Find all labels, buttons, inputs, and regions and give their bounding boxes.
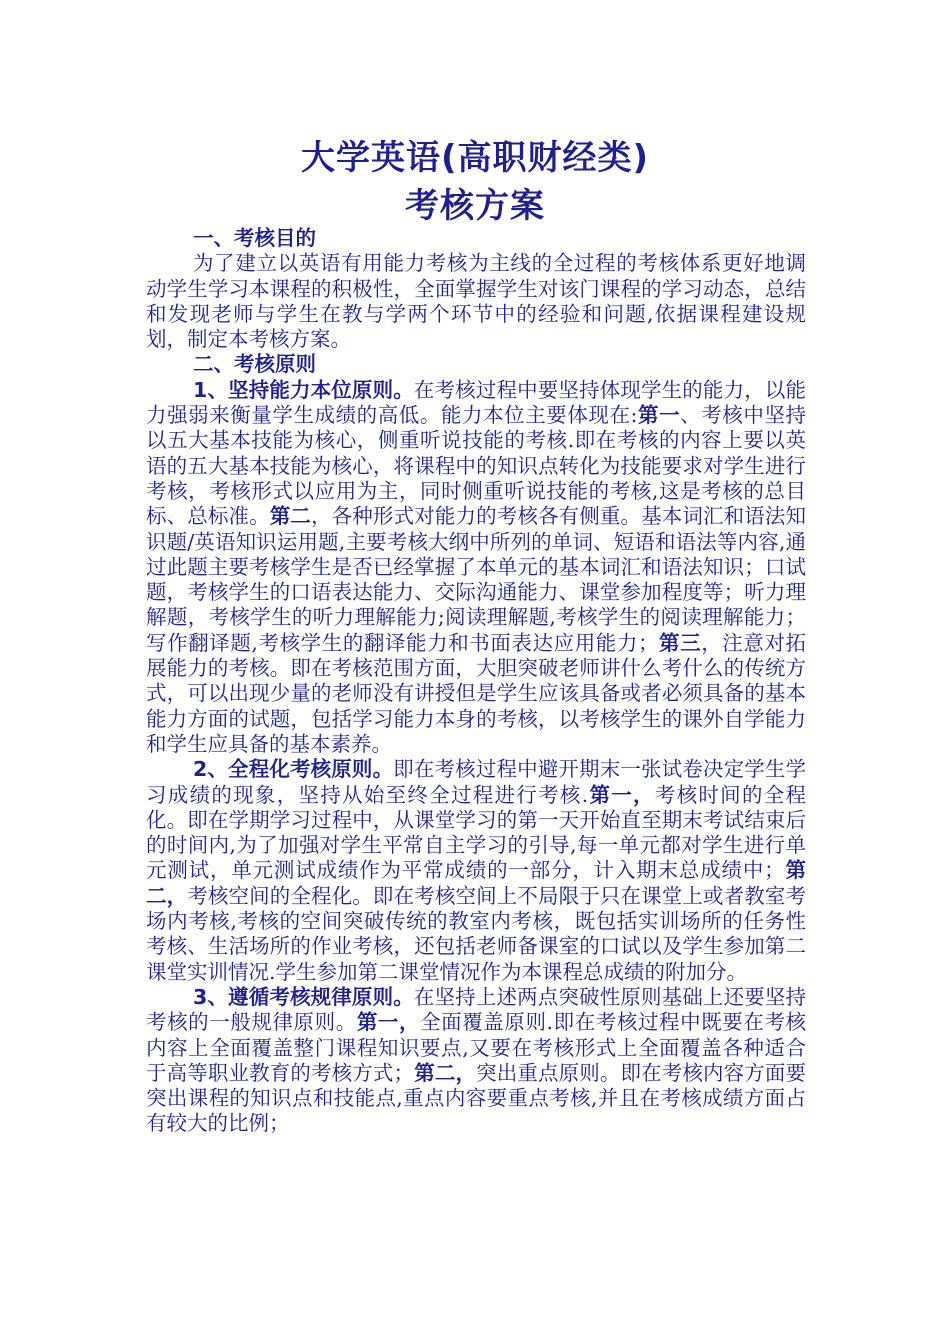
principle-2-second: 第二，	[146, 858, 807, 908]
section-heading-purpose: 一、考核目的	[193, 226, 316, 250]
principle-1-text-b: 、考核中坚持以五大基本技能为核心，侧重听说技能的考核.即在考核的内容上要以英语的五大基本技能为核心，将课程中的知识点转化为技能要求对学生进行考核，考核形式以应用为主，同时侧重听说技能的考核,这是考核的总目标、总标准。	[146, 403, 807, 529]
document-title: 大学英语(高职财经类)	[300, 138, 650, 178]
principle-1-first: 第一	[637, 403, 681, 428]
principle-2-text-a: 即在考核过程中避开期末一张试卷决定学生学习成绩的现象，坚持从始至终全过程进行考核.	[146, 757, 807, 807]
document-subtitle: 考核方案	[405, 186, 545, 226]
paragraph-principle-3	[146, 985, 806, 1137]
principle-2-lead: 2、全程化考核原则。	[193, 757, 394, 782]
principle-2-text-b: 考核时间的全程化。即在学期学习过程中，从课堂学习的第一天开始直至期末考试结束后的时间内,为了加强对学生平常自主学习的引导,每一单元都对学生进行单元测试，单元测试成绩作为平常成绩的一部分，计入期末总成绩中；	[146, 782, 807, 883]
principle-3-second: 第二，	[414, 1060, 477, 1085]
paragraph-principle-2	[146, 757, 806, 985]
principle-1-lead: 1、坚持能力本位原则。	[193, 377, 414, 402]
principle-2-first: 第一，	[588, 782, 655, 807]
principle-1-text-a: 在考核过程中要坚持体现学生的能力，以能力强弱来衡量学生成绩的高低。能力本位主要体现在:	[146, 377, 807, 428]
document-body	[146, 226, 806, 1137]
paragraph-principle-1	[146, 378, 806, 757]
principle-3-text-c: 突出重点原则。即在考核内容方面要突出课程的知识点和技能点,重点内容要重点考核,并且在考核成绩方面占有较大的比例；	[146, 1060, 807, 1136]
principle-3-text-b: 全面覆盖原则.即在考核过程中既要在考核内容上全面覆盖整门课程知识要点,又要在考核形式上全面覆盖各种适合于高等职业教育的考核方式；	[146, 1010, 807, 1085]
principle-1-text-d: ，注意对拓展能力的考核。即在考核范围方面，大胆突破老师讲什么考什么的传统方式，可以出现少量的老师没有讲授但是学生应该具备或者必须具备的基本能力方面的试题，包括学习能力本身的考核，以考核学生的课外自学能力和学生应具备的基本素养。	[146, 630, 807, 756]
principle-1-third: 第三	[658, 630, 702, 655]
principle-3-lead: 3、遵循考核规律原则。	[193, 984, 414, 1009]
section-heading-principles: 二、考核原则	[193, 352, 316, 377]
principle-3-first: 第一，	[356, 1010, 421, 1035]
principle-2-text-c: 考核空间的全程化。即在考核空间上不局限于只在课堂上或者教室考场内考核,考核的空间突破传统的教室内考核，既包括实训场所的任务性考核、生活场所的作业考核，还包括老师备课室的口试以及学生参加第二课堂实训情况.学生参加第二课堂情况作为本课程总成绩的附加分。	[146, 883, 807, 984]
principle-3-text-a: 在坚持上述两点突破性原则基础上还要坚持考核的一般规律原则。	[146, 984, 807, 1035]
paragraph-purpose: 为了建立以英语有用能力考核为主线的全过程的考核体系更好地调动学生学习本课程的积极性，全面掌握学生对该门课程的学习动态，总结和发现老师与学生在教与学两个环节中的经验和问题,依据课程建设规划，制定本考核方案。	[146, 251, 806, 352]
principle-1-second: 第二	[269, 504, 312, 529]
principle-1-text-c: ，各种形式对能力的考核各有侧重。基本词汇和语法知识题/英语知识运用题,主要考核大纲中所列的单词、短语和语法等内容,通过此题主要考核学生是否已经掌握了本单元的基本词汇和语法知识；口试题，考核学生的口语表达能力、交际沟通能力、课堂参加程度等；听力理解题，考核学生的听力理解能力;阅读理解题,考核学生的阅读理解能力；写作翻译题,考核学生的翻译能力和书面表达应用能力；	[146, 504, 807, 655]
